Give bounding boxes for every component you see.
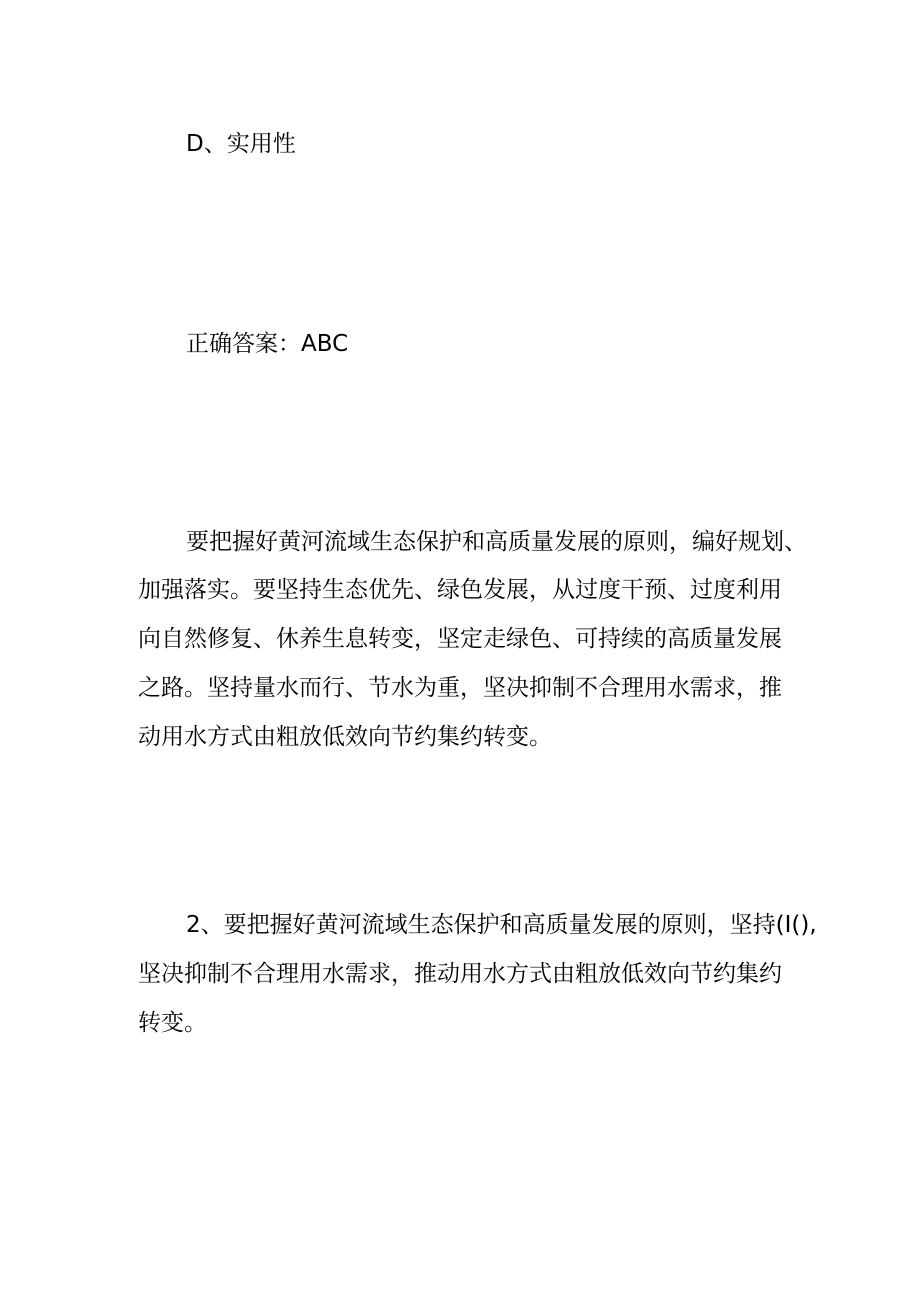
paragraph-line: 向自然修复、休养生息转变，坚定走绿色、可持续的高质量发展 <box>138 626 782 652</box>
option-d: D、实用性 <box>186 131 296 157</box>
paragraph-line: 动用水方式由粗放低效向节约集约转变。 <box>138 724 552 750</box>
paragraph-line: 之路。坚持量水而行、节水为重，坚决抑制不合理用水需求，推 <box>138 675 782 701</box>
question-line: 转变。 <box>138 1010 207 1036</box>
paragraph-line: 要把握好黄河流域生态保护和高质量发展的原则，编好规划、 <box>186 529 807 555</box>
question-line: 坚决抑制不合理用水需求，推动用水方式由粗放低效向节约集约 <box>138 961 782 987</box>
paragraph-line: 加强落实。要坚持生态优先、绿色发展，从过度干预、过度利用 <box>138 577 782 603</box>
correct-answer: 正确答案：ABC <box>186 331 349 357</box>
question-line: 2、要把握好黄河流域生态保护和高质量发展的原则，坚持(I(), <box>186 912 817 938</box>
